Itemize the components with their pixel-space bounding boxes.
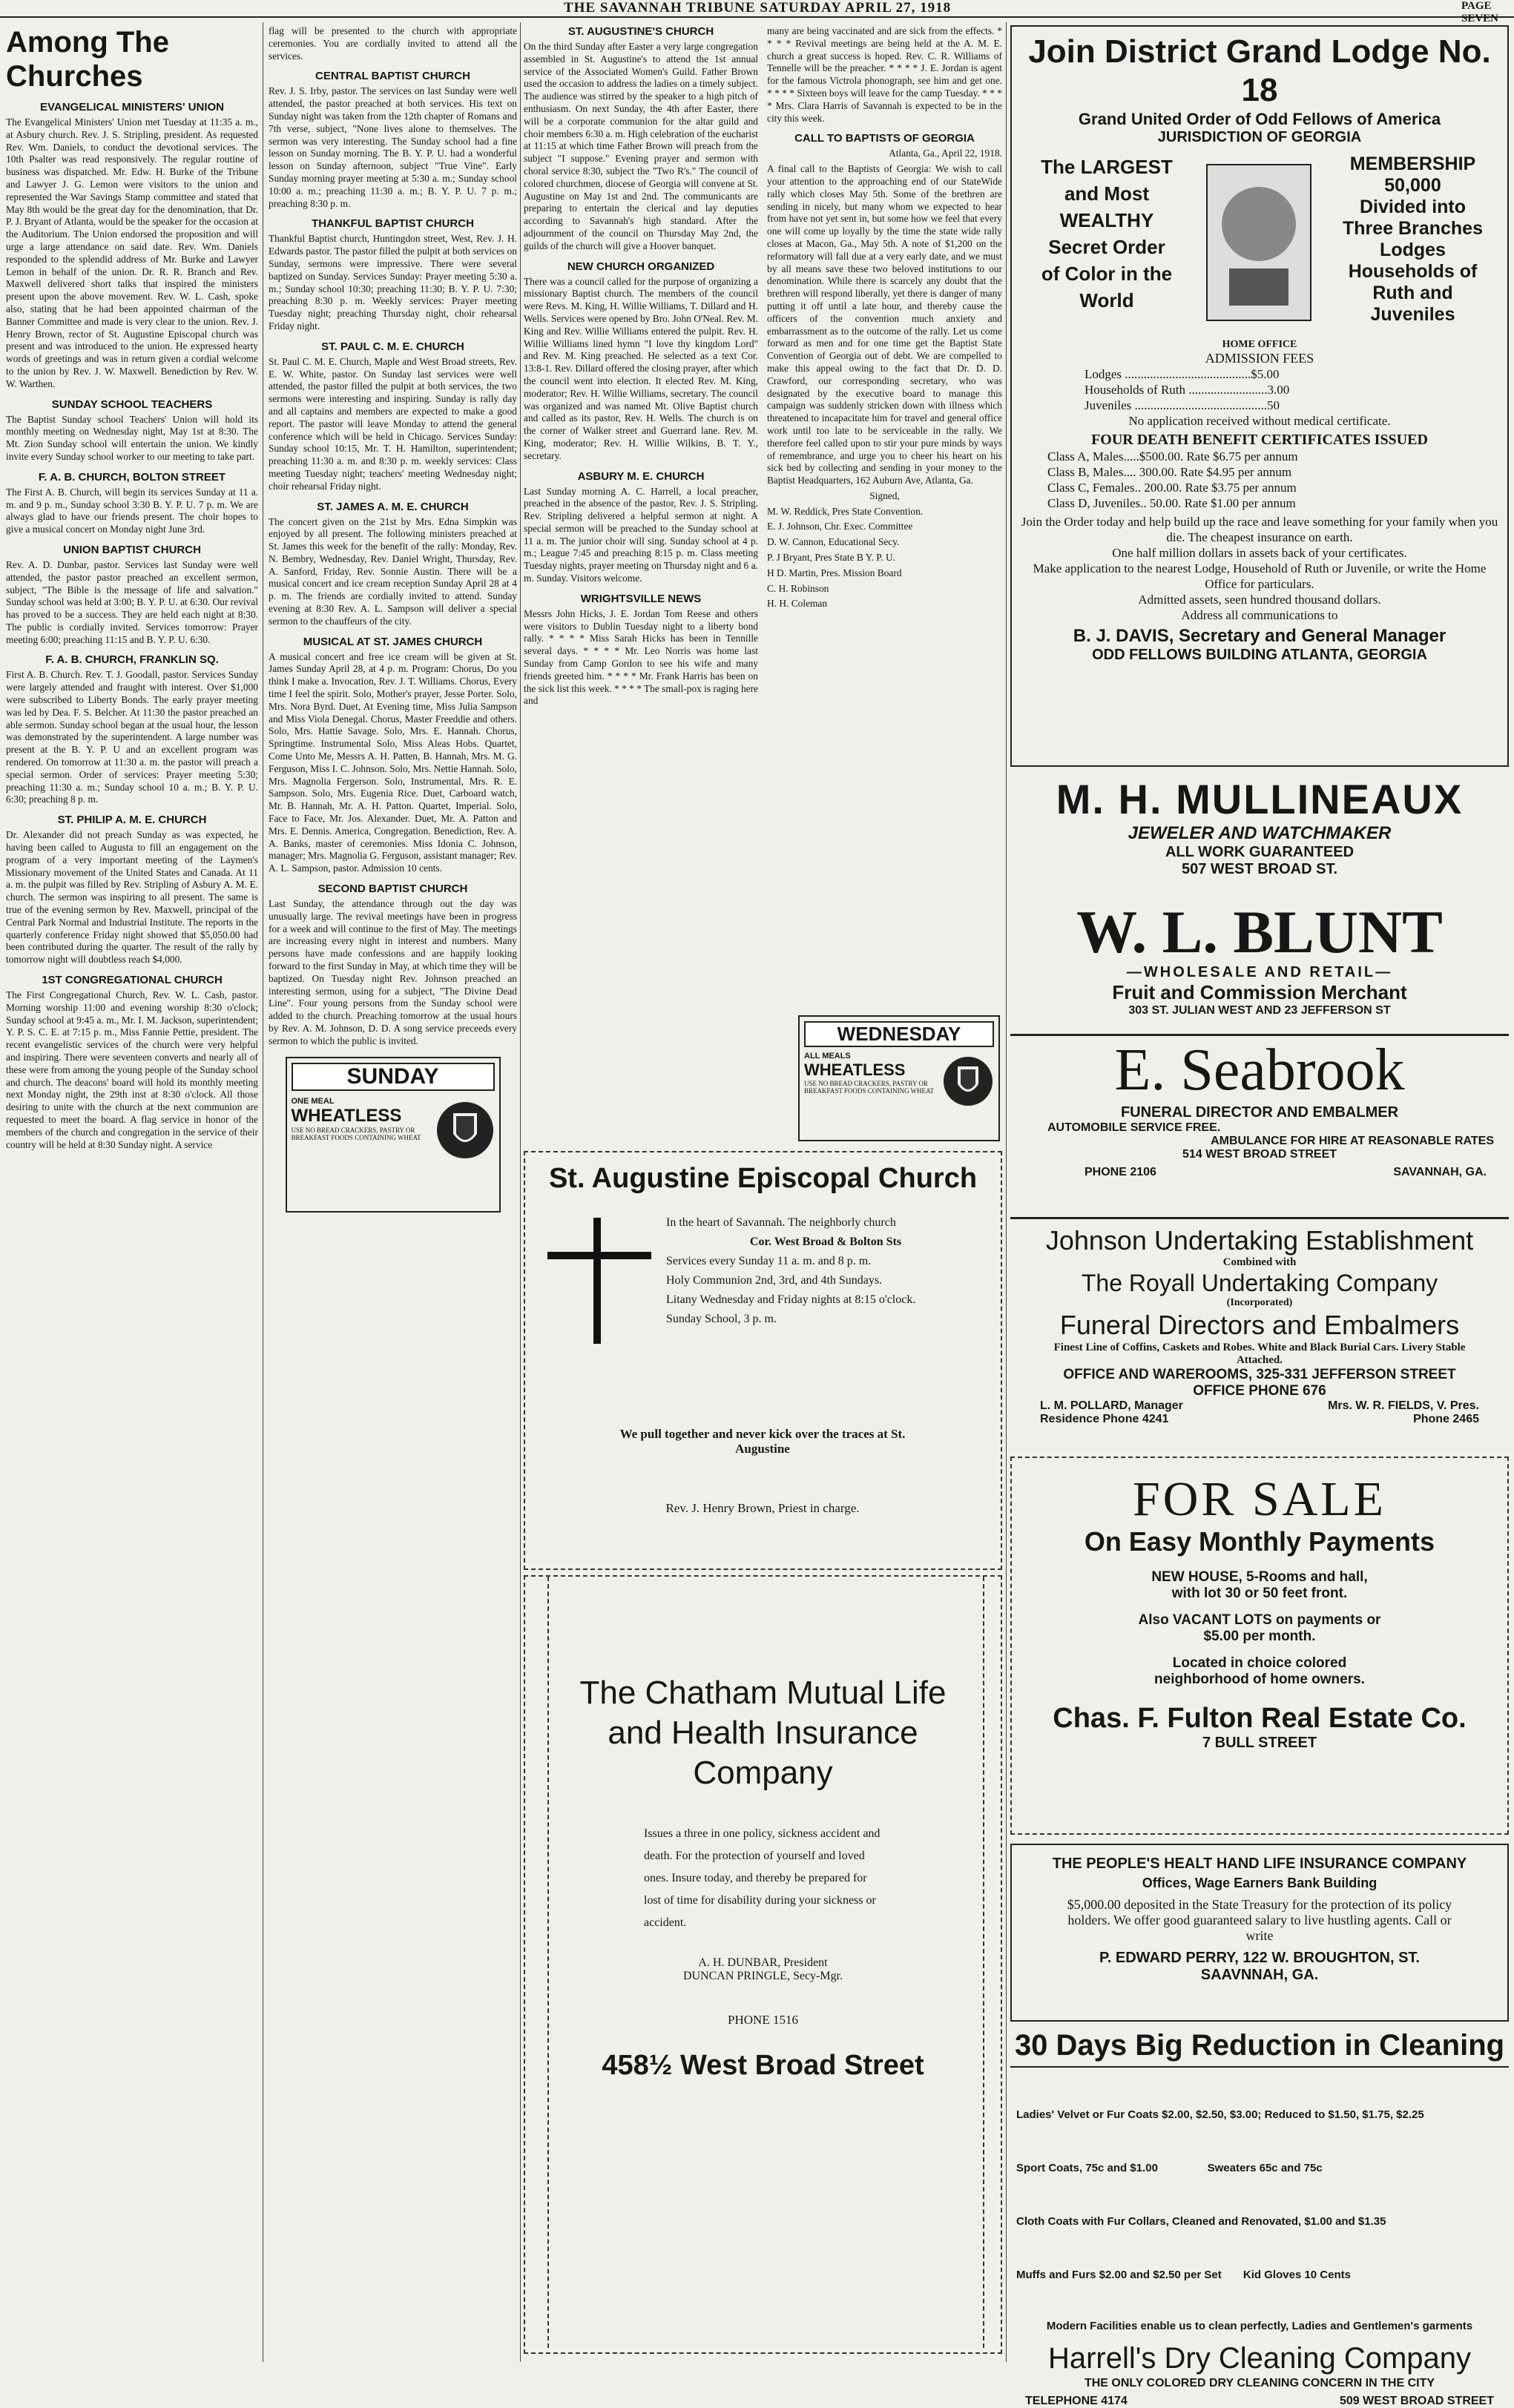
mullineaux-ad <box>1010 776 1509 894</box>
ad-text: Also VACANT LOTS on payments or $5.00 per month. <box>1138 1612 1381 1644</box>
ad-title: Company <box>693 1755 833 1791</box>
ad-title: Join District Grand Lodge No. 18 <box>1028 33 1491 108</box>
ad-title: The Chatham Mutual Life <box>579 1675 947 1711</box>
ad-phone: PHONE 2106 <box>1085 1166 1156 1178</box>
ad-text: Address all communications to <box>1181 608 1338 622</box>
johnson-phones <box>1010 1413 1509 1426</box>
ad-phone: TELEPHONE 4174 <box>1025 2395 1128 2407</box>
odd-fellows-features <box>1018 154 1501 339</box>
signature-line: C. H. Robinson <box>767 582 829 594</box>
ad-text: Make application to the nearest Lodge, Household of Ruth or Juvenile, or write the Home Office for particulars. <box>1033 561 1487 591</box>
ad-text: 507 WEST BROAD ST. <box>1181 861 1338 877</box>
ad-text: WHEATLESS <box>291 1105 402 1126</box>
divider <box>1010 2066 1509 2068</box>
ad-title: Johnson Undertaking Establishment <box>1045 1225 1474 1256</box>
ad-text: DUNCAN PRINGLE, Secy-Mgr. <box>682 1970 843 1982</box>
ad-border-inner <box>547 1577 984 2348</box>
ad-text: Households of <box>1348 261 1478 282</box>
ad-text: L. M. POLLARD, Manager <box>1040 1399 1183 1412</box>
column-1 <box>6 25 258 2361</box>
ad-text: WEALTHY <box>1059 209 1154 231</box>
ad-title: M. H. MULLINEAUX <box>1056 776 1464 822</box>
ad-day: WEDNESDAY <box>804 1021 994 1047</box>
fee-line: Class B, Males.... 300.00. Rate $4.95 per annum <box>1047 465 1292 479</box>
johnson-undertaking-ad <box>1010 1225 1509 1448</box>
article-body: Messrs John Hicks, J. E. Jordan Tom Reese and others were visitors to Dublin Tuesday night to a liberty bond rally. * * * * Miss Sarah Hicks has been in Tennille several days. * * * * Mr. Leo Norris was home last Sunday from Camp Gordon to see his wife and many friends greeted him. * * * * Mr. Frank Harris has been on the sick list this week. * * * * The small-pox is raging here and <box>524 607 758 707</box>
article-heading: CALL TO BAPTISTS OF GEORGIA <box>794 132 975 145</box>
ad-subtitle: Grand United Order of Odd Fellows of America <box>1078 110 1441 128</box>
ad-text: We pull together and never kick over the traces at St. Augustine <box>619 1427 906 1456</box>
ad-subtitle: JURISDICTION OF GEORGIA <box>1157 129 1362 145</box>
cross-icon <box>593 1218 601 1344</box>
ad-address: 509 WEST BROAD STREET <box>1339 2395 1494 2407</box>
ad-text: Issues a three in one policy, sickness accident and death. For the protection of yourself and loved ones. Insure today, and thereby be prepared for lost of time for disability during your sickness or accident. <box>644 1827 881 1929</box>
chatham-mutual-ad <box>524 1575 1002 2354</box>
fulton-real-estate-ad <box>1010 1457 1509 1835</box>
article-body: A musical concert and free ice cream will be given at St. James Sunday April 28, at 4 p. m. Program: Chorus, Do you think I make a. Invocation, Rev. J. T. Williams. Chorus, Every time I feel the spirit. Solo, Mother's prayer, Jesse Porter. Solo, Mrs. Nora Byrd. Duet, At Evening time, Miss Julia Sampson and Miss Viola Denegal. Chorus, Master Freeddie and others. Solo, Mrs. Hattie Savage. Solo, Mrs. E. Hannah. Chorus, Springtime. Instrumental Solo, Miss Aleas Hobs. Quartet, Come Unto Me, Messrs A. H. Patten, B. Hannah, Mrs. M. G. Ferguson, Miss I. C. Johnson. Solo, Mrs. Nettie Hannah. Solo, Mrs. Magnolia Fergerson. Solo, Instrumental, Mrs. R. E. Sampson. Solo, Mrs. Eugenia Rice. Duet, Carboard watch, Mr. B. Hannah, Mr. A. H. Patton. Quartet, Imperial. Solo, Face to Face, Mr. Jos. Alexander. Duet, Mr. A. Patton and Mrs. E. Dennis. America, Congregation. Benediction, Rev. A. A. Banks, master of ceremonies. Miss Idonia C. Johnson, manager; Mrs. Magnolia G. Ferguson, assistant manager; Rev. A. L. Sampson, pastor. Admission 10 cents. <box>269 650 517 874</box>
features-right <box>1322 154 1504 326</box>
ad-text: Located in choice colored neighborhood of home owners. <box>1154 1655 1365 1687</box>
fee-line: Households of Ruth .........................3.00 <box>1085 383 1290 397</box>
section-banner: Among The Churches <box>6 26 169 93</box>
fee-line: Class A, Males.....$500.00. Rate $6.75 per annum <box>1047 449 1298 464</box>
article-heading: THANKFUL BAPTIST CHURCH <box>312 217 474 231</box>
fee-line: Lodges ........................................$5.00 <box>1085 367 1280 381</box>
article-heading: ST. JAMES A. M. E. CHURCH <box>317 500 469 513</box>
signature-line: H. H. Coleman <box>767 598 828 610</box>
seabrook-footer <box>1010 1161 1509 1179</box>
article-heading: ASBURY M. E. CHURCH <box>577 469 705 483</box>
ad-text: Rev. J. Henry Brown, Priest in charge. <box>665 1501 860 1515</box>
article-heading: SUNDAY SCHOOL TEACHERS <box>51 398 213 411</box>
shield-icon <box>942 1052 994 1111</box>
article-body: First A. B. Church. Rev. T. J. Goodall, pastor. Services Sunday were largely attended and fraught with interest. Over $1,000 were subscribed to Liberty Bonds. The early prayer meeting was led by Dea. F. S. Belcher. At 11:30 the pastor preached an able sermon. Sunday school began at the usual hour, the lesson was demonstrated by the superintendent. A large number was present at the B. Y. P. U and an excellent program was rendered. On tomorrow at 11:30 a. m. the pastor will preach a special sermon. Order of services: Prayer meeting 5:30; preaching 11:30 a. m.; Sunday school 10 a. m.; B. Y. P. U. 6:30; preaching 8 p. m. <box>6 669 258 805</box>
ad-text: ODD FELLOWS BUILDING ATLANTA, GEORGIA <box>1092 647 1427 663</box>
ad-text: JEWELER AND WATCHMAKER <box>1128 823 1392 843</box>
signature-line: M. W. Reddick, Pres State Convention. <box>767 505 924 517</box>
ad-text: USE NO BREAD CRACKERS, PASTRY OR BREAKFAST FOODS CONTAINING WHEAT <box>804 1080 935 1095</box>
article-heading: F. A. B. CHURCH, BOLTON STREET <box>38 470 226 484</box>
ad-text: Finest Line of Coffins, Caskets and Robes. White and Black Burial Cars. Livery Stable Attached. <box>1053 1342 1466 1366</box>
article-heading: CENTRAL BAPTIST CHURCH <box>315 70 470 83</box>
ad-text: USE NO BREAD CRACKERS, PASTRY OR BREAKFAST FOODS CONTAINING WHEAT <box>291 1126 421 1141</box>
ad-phone: Phone 2465 <box>1413 1413 1479 1425</box>
ad-title: 30 Days Big Reduction in Cleaning <box>1014 2029 1505 2062</box>
signature-line: D. W. Cannon, Educational Secy. <box>767 536 900 548</box>
st-augustine-ad <box>524 1151 1002 1570</box>
article-body: The Baptist Sunday school Teachers' Union will hold its monthly meeting on Wednesday night, May 1st at 8:30. The Mt. Zion Sunday school will entertain the union. We kindly invite every Sunday school worker to our meeting to take part. <box>6 413 258 462</box>
harrells-cleaning-ad <box>1010 2028 1509 2407</box>
ad-text: ALL WORK GUARANTEED <box>1165 844 1355 860</box>
ad-text: Sunday School, 3 p. m. <box>666 1313 777 1325</box>
ad-title: FOR SALE <box>1133 1472 1386 1526</box>
ad-text: B. J. DAVIS, Secretary and General Manager <box>1073 626 1446 646</box>
article-heading: ST. PAUL C. M. E. CHURCH <box>321 340 464 353</box>
ad-text: Ruth and <box>1372 283 1453 303</box>
ad-text: One half million dollars in assets back of your certificates. <box>1112 546 1407 560</box>
article-body: Rev. A. D. Dunbar, pastor. Services last Sunday were well attended, the pastor pastor preached an excellent sermon, subject, "The Bible is the message of life and salvation." Sunday school was held at 3:00; B. Y. P. U. at 6:30. Our revival has proved to be a success. They are held each night at 8:30. The public is cordially invited. Services tomorrow: Prayer meeting 6:00; preaching 11:15 and B. Y. P. U. 6:30. <box>6 558 258 645</box>
peoples-insurance-ad <box>1010 1844 1509 2022</box>
price-line: Cloth Coats with Fur Collars, Cleaned and Renovated, $1.00 and $1.35 <box>1016 2215 1386 2228</box>
article-body: Last Sunday, the attendance through out the day was unusually large. The revival meetings have been in progress for a week and will continue to the first of May. The meetings are increasing every night in interest and numbers. Many persons have made confessions and are happily looking forward to the first Sunday in May, at which time they will be baptized. On Tuesday night Rev. Johnson preached an interesting sermon, using for a subject, "The Divine Dead Line". Four young persons from the Sunday school were added to the church. Preaching tomorrow at the usual hours by Rev. A. M. Johnson, D. D. A song service preceeds every sermon to which the public is invited. <box>269 898 517 1046</box>
ad-text: —WHOLESALE AND RETAIL— <box>1126 964 1393 980</box>
ad-text: ONE MEAL <box>291 1096 335 1106</box>
dateline: Atlanta, Ga., April 22, 1918. <box>889 148 1002 159</box>
article-body: A final call to the Baptists of Georgia: We wish to call your attention to the approaching end of our StateWide rally which closes May 5th. Some of the brethren are sending in nicely, but many whom we expected to hear from have not yet sent in, but some how we feel that every one will come up loyally by the time the state wide rally closes at Macon, Ga., May 5th. A note of $1,200 on the reformatory will fall due at a very early date, and we must by all means save these two beloved institutions to our denomination. While there is scarcely any doubt that the brethren will respond liberally, yet there is danger of many putting it off until a late hour, and thereby cause the officers of the convention much anxiety and embarrassment as to the outcome of the rally. Let us come forward as men and for one time get the Baptist State Convention of Georgia out of debt. We are compelled to make this appeal owing to the fact that Dr. D. D. Crawford, our corresponding secretary, who was designated by the executive board to manage this campaign was suddenly stricken down with illness which threatened to incapacitate him for travel and general office work until too late to be serviceable in the rally. We therefore feel called upon to stir your pure minds by ways of remembrance, and urge you to cheer his heart on his sick bed by collecting and sending in your money to the Baptist Headquarters, 162 Auburn Ave, Atlanta, Ga. <box>767 163 1002 486</box>
ad-title: and Health Insurance <box>608 1715 918 1751</box>
article-heading: UNION BAPTIST CHURCH <box>63 543 201 556</box>
ad-title: The Royall Undertaking Company <box>1081 1270 1438 1296</box>
article-heading: MUSICAL AT ST. JAMES CHURCH <box>303 635 483 648</box>
ad-address: P. EDWARD PERRY, 122 W. BROUGHTON, ST. <box>1099 1950 1420 1966</box>
ad-text: Combined with <box>1222 1256 1297 1268</box>
ad-text: SAVANNAH, GA. <box>1393 1166 1487 1178</box>
ad-text: Lodges <box>1380 240 1446 260</box>
ad-text: In the heart of Savannah. The neighborly church <box>666 1216 896 1229</box>
ad-text: Litany Wednesday and Friday nights at 8:15 o'clock. <box>666 1293 916 1306</box>
article-heading: WRIGHTSVILLE NEWS <box>580 592 702 605</box>
article-heading: 1ST CONGREGATIONAL CHURCH <box>42 974 223 987</box>
column-rule <box>1006 22 1007 2362</box>
price-list <box>1010 2071 1509 2320</box>
article-heading: EVANGELICAL MINISTERS' UNION <box>39 101 225 113</box>
fee-line: Juveniles ..........................................50 <box>1085 398 1280 412</box>
ad-text: ALL MEALS <box>804 1052 851 1060</box>
ad-text: Fruit and Commission Merchant <box>1112 981 1407 1003</box>
article-body: Dr. Alexander did not preach Sunday as was expected, he having been called to Augusta to fill an engagement on the program of a very important meeting of the Laymen's Missionary movement of the United States and Canada. At 11 a. m. the pulpit was filled by Rev. Stripling of Asbury A. M. E. church. The sermon was inspiring to all present. The same is true of the evening sermon by Rev. Maxwell, principal of the Central Park Normal and Industrial Institute. The reports in the quarterly conference Friday night showed that $5,050.00 had been contributed during the quarter. The result of the rally by tomorrow night will doubtless reach $4,000. <box>6 829 258 966</box>
johnson-staff <box>1010 1399 1509 1413</box>
ad-text: Three Branches <box>1343 218 1483 239</box>
price-line: Sport Coats, 75c and $1.00 Sweaters 65c and 75c <box>1016 2162 1323 2174</box>
article-heading: ST. PHILIP A. M. E. CHURCH <box>57 814 207 827</box>
article-body: Rev. J. S. Irby, pastor. The services on last Sunday were well attended, the pastor preached at both services. His text on Sunday night was taken from the 12th chapter of Romans and 7th verse, subject, "None lives alone to themselves. The sermon was very interesting. The Sunday school had a fine lesson on Sunday morning. The B. Y. P. U. had a wonderful lesson on Sunday afternoon, subject "True Vine". Early Sunday morning prayer meeting at 5:30 a. m.; Sunday school 10:00 a. m.; preaching 11:30 a. m.; B. Y. P. U. 7 p. m.; preaching 8:30 p. m. <box>269 85 517 209</box>
ad-text: The LARGEST <box>1041 156 1173 178</box>
ad-text: Services every Sunday 11 a. m. and 8 p. m. <box>666 1255 872 1267</box>
ad-title: Chas. F. Fulton Real Estate Co. <box>1053 1703 1467 1734</box>
ad-text: 50,000 <box>1384 175 1441 196</box>
ad-text: MEMBERSHIP <box>1349 154 1476 174</box>
ad-text: Holy Communion 2nd, 3rd, and 4th Sundays. <box>666 1274 883 1287</box>
ad-title: E. Seabrook <box>1114 1038 1405 1103</box>
sunday-wheatless-ad <box>286 1057 501 1213</box>
ad-address: 7 BULL STREET <box>1202 1735 1317 1751</box>
ad-text: of Color in the <box>1041 263 1173 285</box>
ad-day: SUNDAY <box>292 1063 495 1091</box>
ad-text: AUTOMOBILE SERVICE FREE. <box>1047 1121 1221 1134</box>
ad-text: 303 ST. JULIAN WEST AND 23 JEFFERSON ST <box>1128 1004 1391 1017</box>
ad-phone: OFFICE PHONE 676 <box>1193 1383 1326 1399</box>
article-body: Thankful Baptist church, Huntingdon street, West, Rev. J. H. Edwards pastor. The pastor filled the pulpit at both services on Sunday, sermons were impressive. There were several baptized on Sunday. Services Sunday: Prayer meeting 5:30 a. m.; Sunday school 10:30; preaching 11:30; B. Y. P. U. 7:30; preaching 8:30 p. m. Weekly services: Prayer meeting Tuesday night; preaching Thursday night, choir rehearsal Friday night. <box>269 233 517 331</box>
article-body: The First Congregational Church, Rev. W. L. Cash, pastor. Morning worship 11:00 and evening worship 8:30 o'clock; Sunday school at 9:45 a. m., Mr. I. M. Jackson, superintendent; Y. P. S. C. E. at 7:15 p. m., Miss Fannie Pettie, president. The recent evangelistic services of the church were very helpful and inspiring. There were seventeen converts and nearly all of these were from among the young people of the Sunday school and church. The deacons' board will hold its monthly meeting next Monday night, the 29th inst at 8:30 o'clock. All those desiring to unite with the church at the next communion are requested to meet the board. A flag service in honor of the members of the church and congregation in the service of their country will be held at 8:30 Sunday night. A service <box>6 989 258 1150</box>
ad-title: Funeral Directors and Embalmers <box>1059 1310 1460 1340</box>
article-heading: NEW CHURCH ORGANIZED <box>567 260 715 273</box>
ad-text: AMBULANCE FOR HIRE AT REASONABLE RATES <box>1211 1135 1494 1147</box>
odd-fellows-ad <box>1010 25 1509 767</box>
ad-text: OFFICE AND WAREROOMS, 325-331 JEFFERSON STREET <box>1063 1367 1456 1382</box>
signature-line: E. J. Johnson, Chr. Exec. Committee <box>767 521 913 532</box>
article-body: The First A. B. Church, will begin its services Sunday at 11 a. m. and 9 p. m., Sunday school 3:30 B. Y. P. U. 7 p. m. We are always glad to have our friends present. The choir hopes to give a musical concert on Monday night June 3rd. <box>6 486 258 535</box>
article-body: many are being vaccinated and are sick from the effects. * * * * Revival meetings are being held at the A. M. E. church a great success is hoped. Rev. C. R. Williams of Tennelle will be the preacher. * * * * J. E. Jordan is agent for the famous Victrola phonograph, see him and get one. * * * * Sixteen boys will leave for the camp Tuesday. * * * * Mrs. Clara Harris of Savannah is expected to be in the city this week. <box>767 25 1002 124</box>
article-body: On the third Sunday after Easter a very large congregation assembled in St. Augustine's to attend the 1st annual service of the Associated Women's Guild. Father Brown used the occasion to address the ladies on a timely subject. The audience was stirred by the speaker to a high pitch of enthusiasm. On next Sunday, the 4th after Easter, there will be a corporate communion for the altar guild and choir members 6:30 a. m. High celebration of the eucharist at 11:15 at which time Father Brown will preach from the subject "I suppose." Evening prayer and sermon with choral service 8:30, subject the "Two R's." The council of colored churchmen, diocese of Georgia will convene at St. Augustine on May 1st and 2nd. The communicants are preparing to entertain the clerical and lay deputies according to Savannah's high standard. After the adjournment of the council on Thursday May 2nd, the guilds of the church will give a Hoover banquet. <box>524 41 758 251</box>
ad-text: A. H. DUNBAR, President <box>698 1956 828 1969</box>
ad-text: THE ONLY COLORED DRY CLEANING CONCERN IN THE CITY <box>1084 2377 1435 2389</box>
ad-text: $5,000.00 deposited in the State Treasury for the protection of its policy holders. We offer good guaranteed salary to live hustling agents. Call or write <box>1067 1897 1452 1943</box>
wednesday-wheatless-ad <box>798 1015 1000 1141</box>
column-3 <box>524 25 1002 2361</box>
ad-text: Divided into <box>1359 197 1467 217</box>
ad-text: HOME OFFICE <box>1222 339 1297 350</box>
article-body: flag will be presented to the church with appropriate ceremonies. You are cordially invited to attend all the services. <box>269 25 517 62</box>
article-body: The concert given on the 21st by Mrs. Edna Simpkin was enjoyed by all present. The following ministers preached at St. James this week for the benefit of the rally: Monday, Rev. N. Bembry, Wednesday, Rev. Daniel Wright, Thursday, Rev. A. Sanford, Friday, Rev. Sonnie Austin. There will be a musical concert and ice cream reception Sunday April 28 at 4 p. m. The friends are cordially invited to attend. Sunday evening at 8:30 Rev. A. L. Sampson will deliver a special sermon to the chauffeurs of the city. <box>269 515 517 627</box>
ad-title: On Easy Monthly Payments <box>1084 1526 1435 1557</box>
harrells-footer <box>1010 2390 1509 2408</box>
ad-text: Offices, Wage Earners Bank Building <box>1142 1876 1378 1890</box>
column-2 <box>269 25 517 2361</box>
signature-line: P. J Bryant, Pres State B Y. P. U. <box>767 552 895 564</box>
emblem-icon <box>1199 157 1318 328</box>
ad-text: World <box>1079 289 1134 311</box>
ad-text: FUNERAL DIRECTOR AND EMBALMER <box>1120 1104 1399 1121</box>
ad-text: Secret Order <box>1048 236 1165 258</box>
article-heading: SECOND BAPTIST CHURCH <box>317 883 468 896</box>
seabrook-ad <box>1010 1034 1509 1219</box>
ad-text: Juveniles <box>1370 304 1455 325</box>
article-body: The Evangelical Ministers' Union met Tuesday at 11:35 a. m., at Asbury church. Rev. J. S. Stripling, president. As requested Rev. Wm. Daniels, to conduct the devotional services. The 10th Psalter was read responsively. The regular routine of business was dispatched. Mr. Edw. H. Burke of the Tribune and Lawyer J. G. Lemon were visitors to the union and represented the War Savings Stamp committee and stated that May 8th would be the great day for the denomination, that Dr. P. J. Bryant of Atlanta, would be the speaker for the occasion at the Auditorium. The Union endorsed the proposition and will urge a large attendance on said date. Rev. Wm. Daniels responded to the splendid address of Mr. Burke and Lawyer Lemon in behalf of the union. Dr. R. R. Branch and Rev. Maxwell delivered short talks that inspired the ministers present upon the above movement. Rev. W. L. Cash, spoke also, stating that he had been appointed chairman of the Banner Committee and made is very clear to the union. Rev. J. Henry Brown, rector of St. Augustine Episcopal church was present and was introduced to the union. He expressed hearty words of greetings and was in return given a cordial welcome to the union by Rev. J. W. Maxwell. Benediction by Rev. W. W. Warthen. <box>6 116 258 389</box>
ad-text: FOUR DEATH BENEFIT CERTIFICATES ISSUED <box>1091 432 1428 448</box>
fee-line: Class D, Juveniles.. 50.00. Rate $1.00 per annum <box>1047 496 1296 510</box>
signature-line: Signed, <box>869 489 900 501</box>
ad-text: Join the Order today and help build up the race and leave something for your family when you die. The cheapest insurance on earth. <box>1021 515 1498 544</box>
ad-text: Cor. West Broad & Bolton Sts <box>749 1236 902 1248</box>
blunt-ad <box>1010 900 1509 1026</box>
ad-text: Admitted assets, seen hundred thousand dollars. <box>1138 593 1381 607</box>
ad-title: W. L. BLUNT <box>1076 898 1443 966</box>
ad-text: Modern Facilities enable us to clean perfectly, Ladies and Gentlemen's garments <box>1046 2320 1473 2332</box>
ad-text: 514 WEST BROAD STREET <box>1182 1148 1337 1161</box>
news-column-b <box>767 25 1002 1008</box>
cross-icon-bar <box>547 1252 651 1259</box>
article-body: There was a council called for the purpose of organizing a missionary Baptist church. The members of the council were Revs. M. King, H. Willie Williams, T. Dillard and H. Wells. Services were opened by Bro. John O'Neal. Rev. M. King and Rev. Willie Williams entered the pulpit. Rev. H. Willie Williams lined hymn "I love thy kingdom Lord" and Rev. M. King preached. He selected as a text Cor. 13:8-1. Rev. Dillard offered the closing prayer, after which the council went into election. It elected Rev. M. King, moderator; Rev. H. Willie Williams, secretary. The council was organized and was named Mt. Olive Baptist church and called as its pastor, Rev. H. Wells. The church is on the corner of Walker street and Guerrard lane. Rev. M. King, moderator; Rev. H. Willie Wilkins, B. T. Y., secretary. <box>524 275 758 461</box>
ad-text: WHEATLESS <box>804 1060 906 1079</box>
ad-text: and Most <box>1064 182 1150 205</box>
article-heading: ST. AUGUSTINE'S CHURCH <box>567 25 714 38</box>
ad-text: Mrs. W. R. FIELDS, V. Pres. <box>1328 1399 1479 1412</box>
ad-title: THE PEOPLE'S HEALT HAND LIFE INSURANCE COMPANY <box>1052 1856 1467 1872</box>
ad-text: ADMISSION FEES <box>1205 351 1314 366</box>
ad-address: 458½ West Broad Street <box>602 2050 924 2081</box>
ad-text: NEW HOUSE, 5-Rooms and hall, with lot 30 or 50 feet front. <box>1151 1569 1368 1601</box>
ad-phone: PHONE 1516 <box>728 2013 798 2027</box>
features-left <box>1018 154 1196 314</box>
article-body: St. Paul C. M. E. Church, Maple and West Broad streets, Rev. E. W. White, pastor. On Sunday last services were well attended, the pastor filled the pulpit at both services, the two sermons were interesting and inspiring. Sunday is rally day and all captains and members are expected to make a good report. The pastor will leave Monday to attend the general conference which will be held in Chicago. Services Sunday: Sunday school 10:15, Mr. T. H. Hamilton, superintendent; preaching 11:30 a. m. and 8:30 p. m. weekly services: Class meeting Tuesday night; teachers' meeting Wednesday night; choir rehearsal Friday night. <box>269 355 517 492</box>
price-line: Muffs and Furs $2.00 and $2.50 per Set Kid Gloves 10 Cents <box>1016 2269 1351 2281</box>
masthead <box>0 0 1514 24</box>
column-rule <box>520 22 521 2362</box>
ad-text: (Incorporated) <box>1226 1297 1293 1308</box>
article-heading: F. A. B. CHURCH, FRANKLIN SQ. <box>45 653 219 667</box>
fee-line: Class C, Females.. 200.00. Rate $3.75 per annum <box>1047 481 1297 495</box>
ad-title: Harrell's Dry Cleaning Company <box>1047 2342 1472 2375</box>
ad-text: SAAVNNAH, GA. <box>1200 1967 1319 1983</box>
article-body: Last Sunday morning A. C. Harrell, a local preacher, preached in the absence of the pastor, Rev. J. S. Stripling. Rev. Stripling delivered a helpful sermon at night. A special sermon will be preached to the Sunday school at 11 a. m. The junior choir will sing. Sunday school at 4 p. m.; League 7:45 and preaching 8:15 p. m. Class meeting Tuesday nights, prayer meeting on Thursday night and 6 a. m. Sunday. Visitors welcome. <box>524 485 758 584</box>
ad-text: No application received without medical certificate. <box>1128 414 1391 428</box>
signature-line: H D. Martin, Pres. Mission Board <box>767 567 902 578</box>
ad-details <box>666 1213 985 1329</box>
ad-title: St. Augustine Episcopal Church <box>548 1163 978 1194</box>
column-4 <box>1010 25 1509 2407</box>
page-number: PAGE SEVEN <box>1461 0 1499 24</box>
price-line: Ladies' Velvet or Fur Coats $2.00, $2.50, $3.00; Reduced to $1.50, $1.75, $2.25 <box>1016 2108 1424 2121</box>
shield-icon <box>435 1097 495 1164</box>
news-column-a <box>524 25 758 1008</box>
masthead-title: THE SAVANNAH TRIBUNE SATURDAY APRIL 27, 1918 <box>564 0 952 16</box>
ad-phone: Residence Phone 4241 <box>1040 1413 1169 1425</box>
